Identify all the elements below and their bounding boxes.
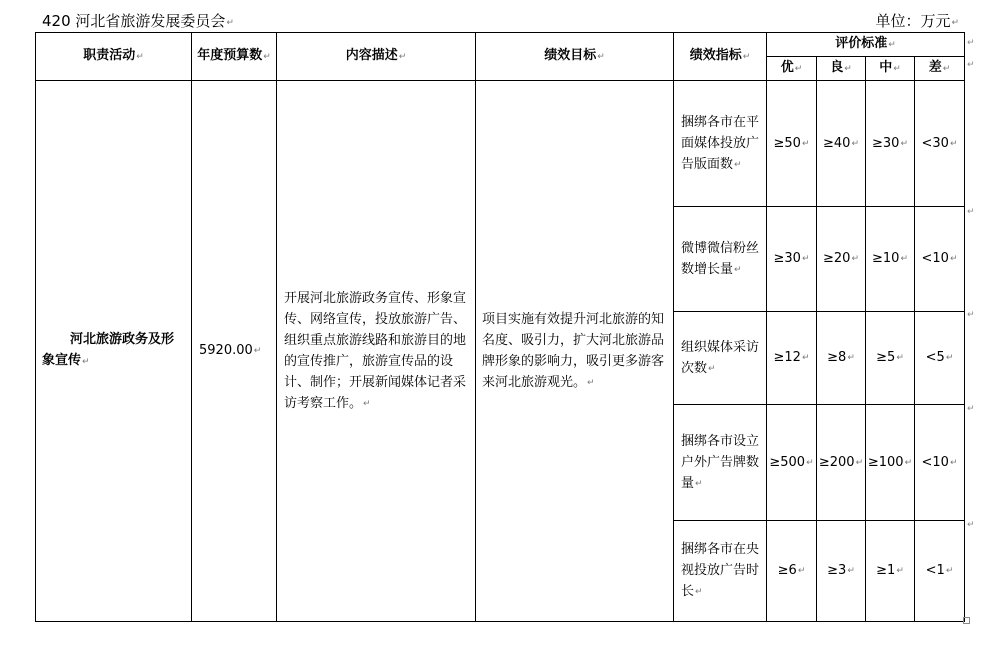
col-header-goal: 绩效目标↵ [476, 33, 674, 81]
indicator-name: 组织媒体采访次数↵ [674, 312, 767, 405]
grade-excellent-value: ≥500↵ [767, 405, 817, 521]
grade-excellent-value: ≥12↵ [767, 312, 817, 405]
grade-medium-value: ≥1↵ [866, 521, 915, 622]
paragraph-mark: ↵ [951, 18, 959, 28]
grade-poor-value: <30↵ [915, 81, 965, 207]
col-header-activity: 职责活动↵ [36, 33, 192, 81]
grade-excellent-value: ≥6↵ [767, 521, 817, 622]
grade-good-value: ≥40↵ [817, 81, 866, 207]
grade-good-value: ≥20↵ [817, 207, 866, 312]
row-end-mark: ↵ [967, 38, 975, 48]
org-title: 420 河北省旅游发展委员会 [42, 12, 226, 30]
grade-medium-value: ≥5↵ [866, 312, 915, 405]
row-end-mark: ↵ [967, 60, 975, 70]
grade-good-value: ≥3↵ [817, 521, 866, 622]
document-header-org [42, 11, 234, 33]
paragraph-mark: ↵ [226, 18, 234, 28]
grade-excellent-value: ≥50↵ [767, 81, 817, 207]
grade-poor-value: <10↵ [915, 405, 965, 521]
grade-header-medium: 中↵ [866, 57, 915, 81]
grade-medium-value: ≥100↵ [866, 405, 915, 521]
row-end-mark: ↵ [967, 207, 975, 217]
grade-header-poor: 差↵ [915, 57, 965, 81]
col-header-description: 内容描述↵ [277, 33, 476, 81]
row-end-mark: ↵ [967, 404, 975, 414]
grade-poor-value: <5↵ [915, 312, 965, 405]
document-header-unit [875, 11, 959, 33]
grade-medium-value: ≥10↵ [866, 207, 915, 312]
grade-header-good: 良↵ [817, 57, 866, 81]
goal-cell: 项目实施有效提升河北旅游的知名度、吸引力，扩大河北旅游品牌形象的影响力，吸引更多游客来河北旅游观光。↵ [476, 81, 674, 622]
table-row [36, 81, 965, 207]
indicator-name: 捆绑各市在央视投放广告时长↵ [674, 521, 767, 622]
row-end-mark: ↵ [967, 520, 975, 530]
col-header-budget: 年度预算数↵ [192, 33, 277, 81]
grade-poor-value: <10↵ [915, 207, 965, 312]
indicator-name: 捆绑各市设立户外广告牌数量↵ [674, 405, 767, 521]
row-end-mark: ↵ [967, 310, 975, 320]
grade-good-value: ≥200↵ [817, 405, 866, 521]
grade-medium-value: ≥30↵ [866, 81, 915, 207]
indicator-name: 捆绑各市在平面媒体投放广告版面数↵ [674, 81, 767, 207]
unit-label: 单位：万元 [875, 12, 951, 30]
col-header-indicator: 绩效指标↵ [674, 33, 767, 81]
grade-good-value: ≥8↵ [817, 312, 866, 405]
grade-header-excellent: 优↵ [767, 57, 817, 81]
col-header-standard: 评价标准↵ [767, 33, 965, 57]
grade-excellent-value: ≥30↵ [767, 207, 817, 312]
table-resize-handle[interactable] [963, 617, 970, 624]
indicator-name: 微博微信粉丝数增长量↵ [674, 207, 767, 312]
grade-poor-value: <1↵ [915, 521, 965, 622]
budget-cell: 5920.00↵ [192, 81, 277, 622]
description-cell: 开展河北旅游政务宣传、形象宣传、网络宣传，投放旅游广告、组织重点旅游线路和旅游目的地的宣传推广，旅游宣传品的设计、制作；开展新闻媒体记者采访考察工作。↵ [277, 81, 476, 622]
performance-table [35, 32, 965, 622]
activity-cell: 河北旅游政务及形 象宣传↵ [36, 81, 192, 622]
